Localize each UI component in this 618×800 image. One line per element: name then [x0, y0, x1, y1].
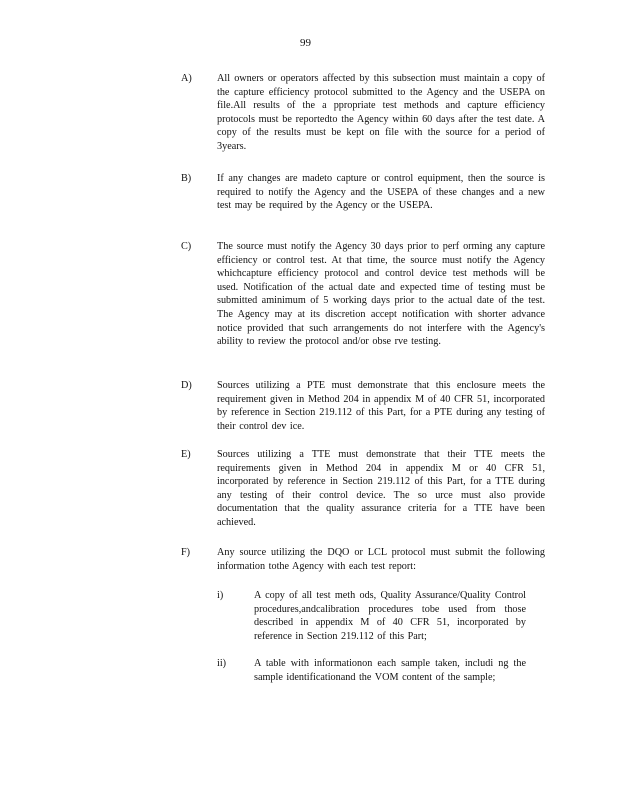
page-number: 99: [300, 37, 311, 49]
paragraph-marker: F): [181, 547, 191, 558]
paragraph-text: Sources utilizing a PTE must demonstrate that this enclosure meets the requirement given in Method 204 in appendix M of 40 CFR 51, incorporated by reference in Section 219.112 of this Part, for a PTE during any testing of their control dev ice.: [217, 380, 545, 432]
subparagraph-text: A table with informationon each sample taken, includi ng the sample identificationand the VOM content of the sample;: [254, 658, 526, 683]
subparagraph-text: A copy of all test meth ods, Quality Assurance/Quality Control procedures,andcalibration procedures tobe used from those described in appendix M of 40 CFR 51, incorporated by reference in Section 219.112 of this Part;: [254, 590, 526, 642]
paragraph-text: All owners or operators affected by this subsection must maintain a copy of the capture efficiency protocol submitted to the Agency and the USEPA on file.All results of the a ppropriate test methods and capture efficiency protocols must be reportedto the Agency within 60 days after the test date. A copy of the results must be kept on file with the source for a period of 3years.: [217, 73, 545, 152]
paragraph-marker: B): [181, 173, 192, 184]
paragraph-marker: E): [181, 449, 191, 460]
paragraph-marker: A): [181, 73, 192, 84]
paragraph-text: Any source utilizing the DQO or LCL protocol must submit the following information tothe Agency with each test report:: [217, 547, 545, 572]
paragraph-text: The source must notify the Agency 30 days prior to perf orming any capture efficiency or control test. At that time, the source must notify the Agency whichcapture efficiency protocol and control device test methods will be used. Notification of the actual date and expected time of testing must be submitted aminimum of 5 working days prior to the actual date of the test. The Agency may at its discretion accept notification with shorter advance notice provided that such arrangements do not interfere with the Agency's ability to review the protocol and/or obse rve testing.: [217, 241, 545, 348]
subparagraph-marker: i): [217, 590, 224, 601]
paragraph-marker: C): [181, 241, 192, 252]
subparagraph-marker: ii): [217, 658, 227, 669]
paragraph-text: Sources utilizing a TTE must demonstrate that their TTE meets the requirements given in Method 204 in appendix M or 40 CFR 51, incorporated by reference in Section 219.112 of this Part, for a TTE during any testing of their control device. The so urce must also provide documentation that the quality assurance criteria for a TTE have been achieved.: [217, 449, 545, 528]
paragraph-text: If any changes are madeto capture or control equipment, then the source is required to notify the Agency and the USEPA of these changes and a new test may be required by the Agency or the USEPA.: [217, 173, 545, 212]
paragraph-marker: D): [181, 380, 192, 391]
